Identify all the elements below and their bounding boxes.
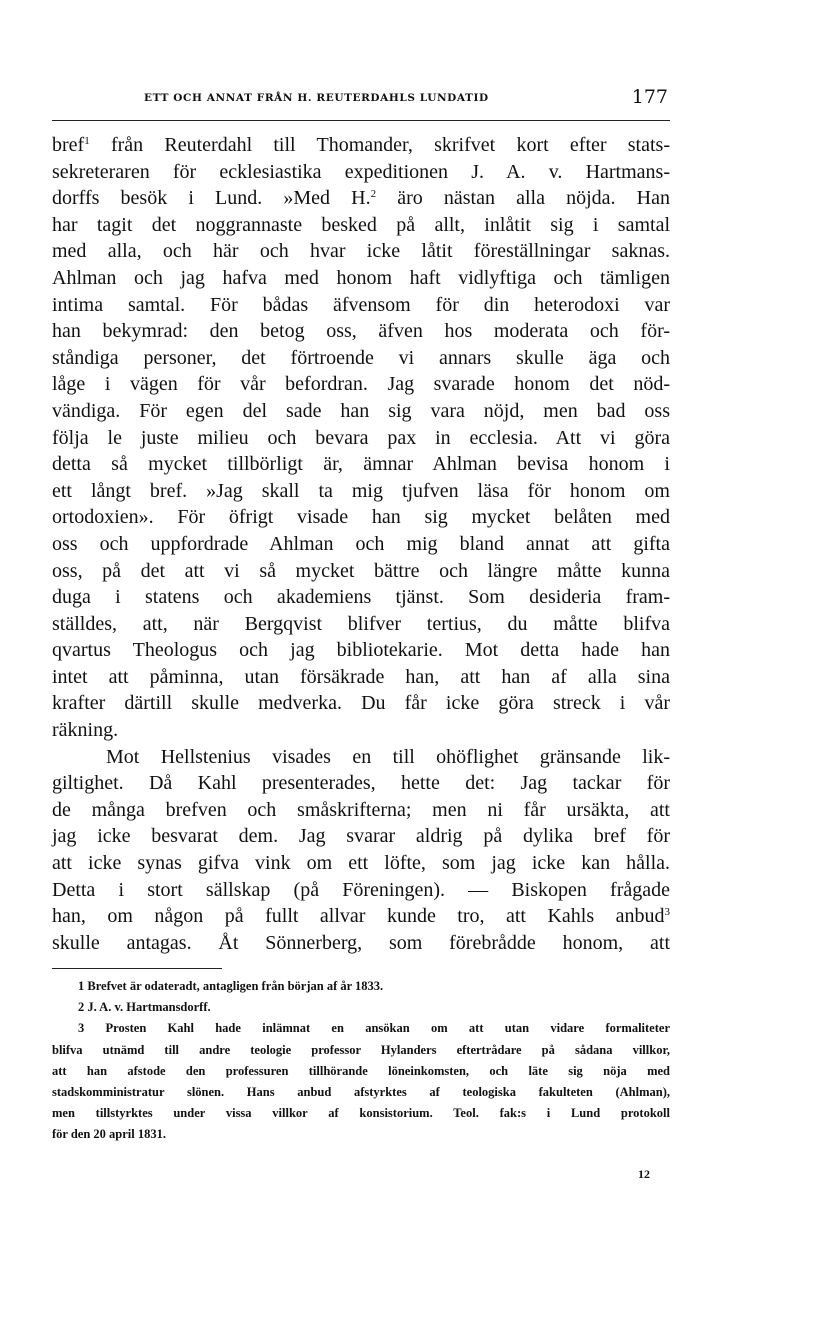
footnote-line: att han afstode den professuren tillhörande löneinkomsten, och läte sig nöja med [52, 1063, 670, 1078]
text-line: bref$^1$ från Reuterdahl till Thomander, skrifvet kort efter stats- [52, 134, 670, 156]
text-line: ortodoxien». För öfrigt visade han sig mycket belåten med [52, 506, 670, 529]
footnote-ref: 2 [370, 188, 377, 201]
text-line: vändiga. För egen del sade han sig vara nöjd, men bad oss [52, 399, 670, 422]
text-line: följa le juste milieu och bevara pax in ecclesia. Att vi göra [52, 426, 670, 449]
signature-mark: 12 [638, 1167, 650, 1181]
text-line: skulle antagas. Åt Sönnerberg, som förebrådde honom, att [52, 931, 670, 954]
text-line: de många brefven och småskrifterna; men ni får ursäkta, att [52, 798, 670, 821]
text-line: räkning. [52, 719, 119, 742]
text-line: med alla, och här och hvar icke låtit föreställningar saknas. [52, 240, 670, 263]
text-line: intima samtal. För bådas äfvensom för din heterodoxi var [52, 293, 670, 316]
text-line: ett långt bref. »Jag skall ta mig tjufven läsa för honom om [52, 479, 670, 502]
footnote-line: stadskomministratur slönen. Hans anbud afstyrktes af teologiska fakulteten (Ahlman), [52, 1084, 670, 1099]
main-text [52, 132, 670, 956]
text-line: Detta i stort sällskap (på Föreningen). — Biskopen frågade [52, 878, 670, 901]
footnote-rule [52, 968, 222, 969]
text-line: qvartus Theologus och jag bibliotekarie. Mot detta hade han [52, 639, 670, 662]
text-line: ståndiga personer, det förtroende vi annars skulle äga och [52, 346, 670, 369]
footnotes [52, 976, 670, 1146]
text-line: detta så mycket tillbörligt är, ämnar Ahlman bevisa honom i [52, 453, 670, 476]
footnote-line: men tillstyrktes under vissa villkor af konsistorium. Teol. fak:s i Lund protokoll [52, 1106, 670, 1121]
footnote-ref: 1 [84, 135, 90, 147]
text-line: han, om någon på fullt allvar kunde tro, att Kahls anbud$^3$ [52, 905, 670, 928]
text-line: Ahlman och jag hafva med honom haft vidlyftiga och tämligen [52, 266, 670, 289]
text-line: ställdes, att, när Bergqvist blifver tertius, du måtte blifva [52, 612, 670, 635]
text-line: han bekymrad: den betog oss, äfven hos moderata och för- [52, 320, 670, 343]
footnote-line: 2 J. A. v. Hartmansdorff. [78, 1000, 211, 1015]
text-line: oss, på det att vi så mycket bättre och längre måtte kunna [52, 559, 670, 582]
text-line: har tagit det noggrannaste besked på allt, inlåtit sig i samtal [52, 213, 670, 236]
text-line: intet att påminna, utan försäkrade han, att han af alla sina [52, 665, 670, 688]
text-line: sekreteraren för ecklesiastika expeditionen J. A. v. Hartmans- [52, 160, 670, 183]
page-number: 177 [631, 86, 668, 108]
footnote-line: för den 20 april 1831. [52, 1127, 167, 1142]
text-line: oss och uppfordrade Ahlman och mig bland annat att gifta [52, 532, 670, 555]
footnote-ref: 3 [664, 906, 670, 919]
text-line: giltighet. Då Kahl presenterades, hette det: Jag tackar för [52, 772, 670, 795]
header-rule [52, 120, 670, 121]
text-line: krafter därtill skulle medverka. Du får icke göra streck i vår [52, 692, 670, 715]
footnote-line: blifva utnämd till andre teologie professor Hylanders eftertrådare på sådana villkor, [52, 1042, 670, 1057]
text-line: låge i vägen för vår befordran. Jag svarade honom det nöd- [52, 373, 670, 396]
running-title: ETT OCH ANNAT FRÅN H. REUTERDAHLS LUNDATID [144, 92, 489, 104]
page-header [52, 84, 670, 114]
footnote-line: 3 Prosten Kahl hade inlämnat en ansökan om att utan vidare formaliteter [78, 1021, 670, 1036]
text-line: jag icke besvarat dem. Jag svarar aldrig på dylika bref för [52, 825, 670, 848]
text-line: att icke synas gifva vink om ett löfte, som jag icke kan hålla. [52, 852, 670, 875]
text-line: Mot Hellstenius visades en till ohöflighet gränsande lik- [106, 745, 670, 768]
text-line: duga i statens och akademiens tjänst. Som desideria fram- [52, 586, 670, 609]
text-line: dorffs besök i Lund. »Med H.$^2$ äro nästan alla nöjda. Han [52, 187, 670, 210]
footnote-line: 1 Brefvet är odateradt, antagligen från början af år 1833. [78, 979, 384, 993]
